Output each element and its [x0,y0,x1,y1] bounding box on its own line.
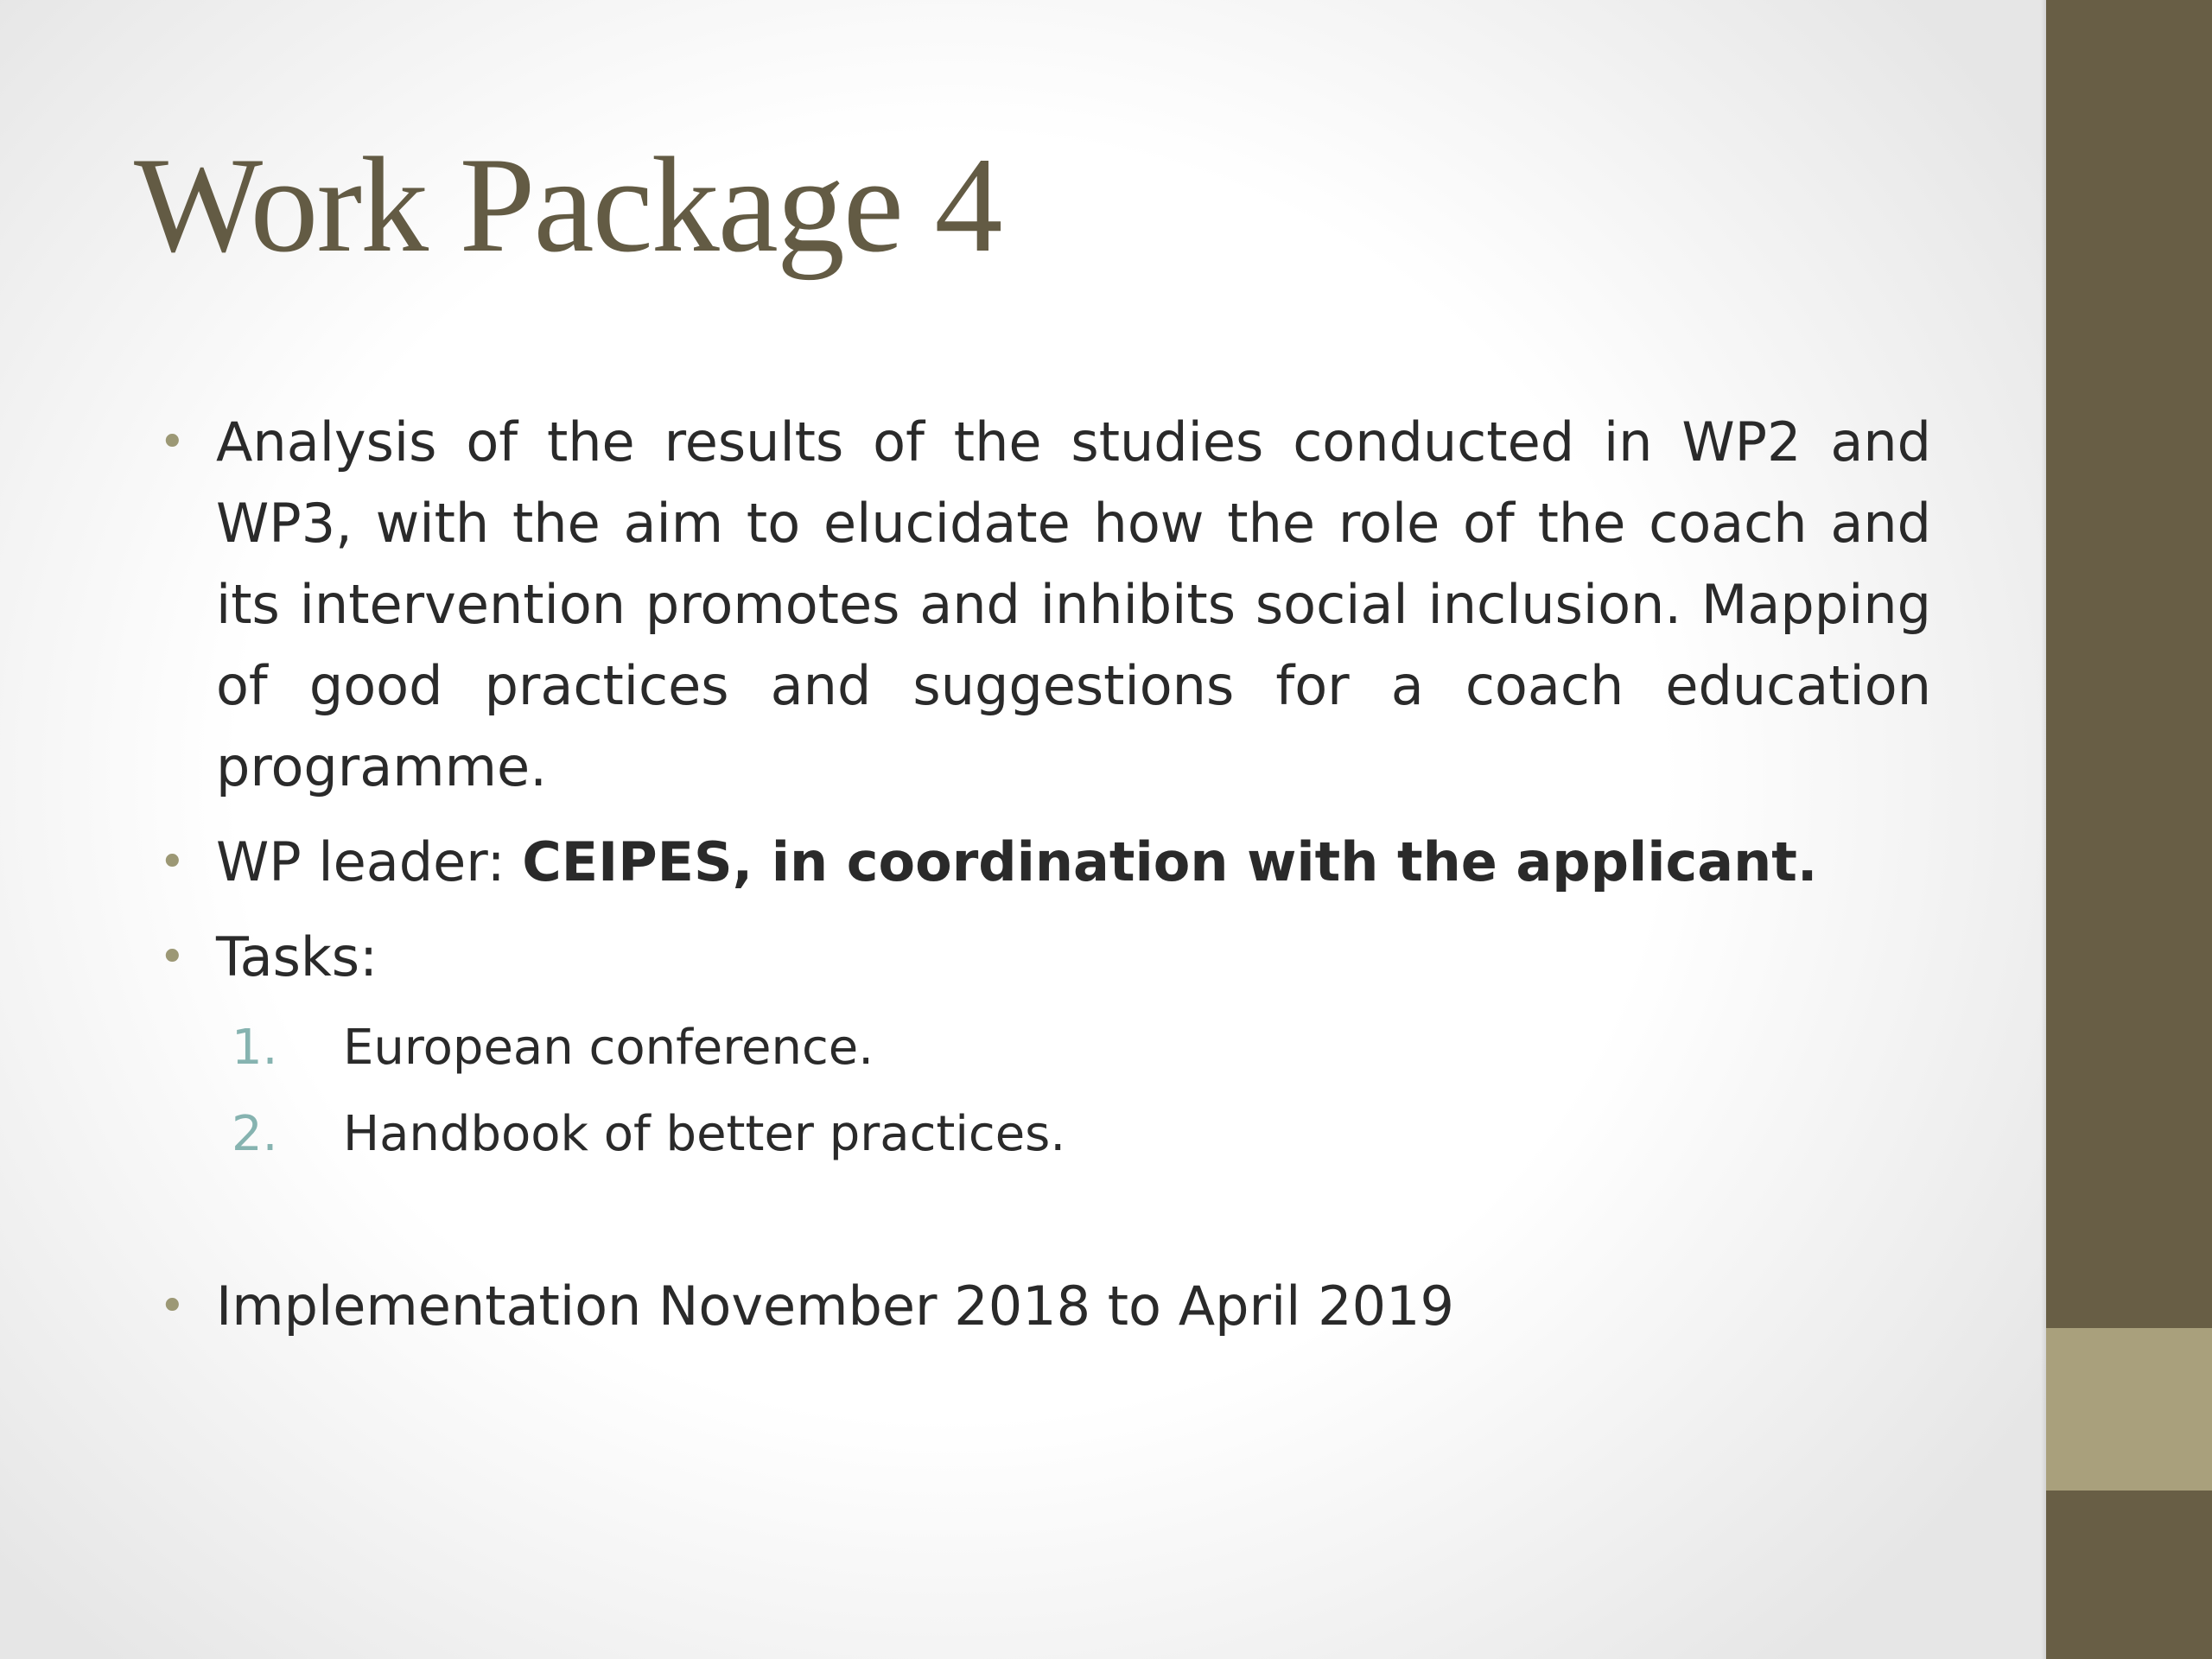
side-bar-accent [2046,1328,2212,1491]
task-text: Handbook of better practices. [343,1106,1066,1162]
task-number: 1. [232,1020,278,1076]
wp-leader-value: CEIPES, in coordination with the applicant. [522,830,1818,893]
bullet-tasks: • Tasks: [216,917,1931,998]
tasks-list [216,1012,1931,1171]
bullet-wp-leader [216,822,1931,903]
task-item [216,1012,1931,1084]
slide-title: Work Package 4 [134,130,1001,281]
wp-leader-label: WP leader: [216,830,523,893]
bullet-implementation: • Implementation November 2018 to April 2019 [216,1266,1931,1347]
task-item [216,1098,1931,1171]
bullet-analysis: • Analysis of the results of the studies conducted in WP2 and WP3, with the aim to elucidate how the role of the coach and its intervention promotes and inhibits social inclusion. Mapping of good practices and suggestions for a coach education programme. [216,402,1931,808]
task-number: 2. [232,1106,278,1162]
task-text: European conference. [343,1020,874,1076]
slide-content [216,402,1931,1361]
